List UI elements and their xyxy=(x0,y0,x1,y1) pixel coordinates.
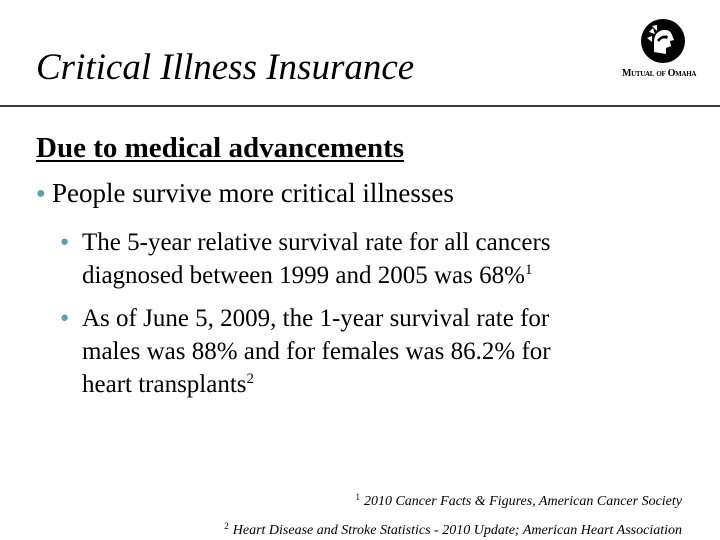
footnote-ref: 1 xyxy=(524,262,533,278)
bullet-dot-icon: ● xyxy=(60,310,70,326)
bullet-dot-icon: ● xyxy=(60,234,70,250)
footnote-ref: 2 xyxy=(246,371,255,387)
footnote xyxy=(355,488,682,511)
sub-bullet-text: heart transplants xyxy=(82,371,247,398)
section-heading: Due to medical advancements xyxy=(36,132,405,164)
sub-bullet-text: The 5-year relative survival rate for all cancers xyxy=(82,229,551,256)
sub-bullet-text: As of June 5, 2009, the 1-year survival rate for xyxy=(82,305,550,332)
bullet-text: People survive more critical illnesses xyxy=(52,178,454,208)
footnote-marker: 2 xyxy=(224,521,229,531)
footnote-text: 2010 Cancer Facts & Figures, American Cancer Society xyxy=(363,494,682,509)
sub-bullet-text: males was 88% and for females was 86.2% for xyxy=(82,338,551,365)
sub-bullet-item xyxy=(60,302,660,401)
slide-title: Critical Illness Insurance xyxy=(36,47,415,88)
footnote-marker: 1 xyxy=(355,492,360,502)
logo-wordmark: Mutual of Omaha xyxy=(622,68,697,79)
bullet-item xyxy=(36,176,454,211)
company-logo xyxy=(622,18,697,84)
footnote xyxy=(224,517,682,540)
title-divider xyxy=(0,105,720,107)
footnote-text: Heart Disease and Stroke Statistics - 2010 Update; American Heart Association xyxy=(232,523,682,538)
sub-bullet-text: diagnosed between 1999 and 2005 was 68% xyxy=(82,262,525,289)
sub-bullet-item xyxy=(60,226,660,292)
bullet-dot-icon: ● xyxy=(36,185,46,202)
indian-head-logo-icon xyxy=(640,18,686,64)
